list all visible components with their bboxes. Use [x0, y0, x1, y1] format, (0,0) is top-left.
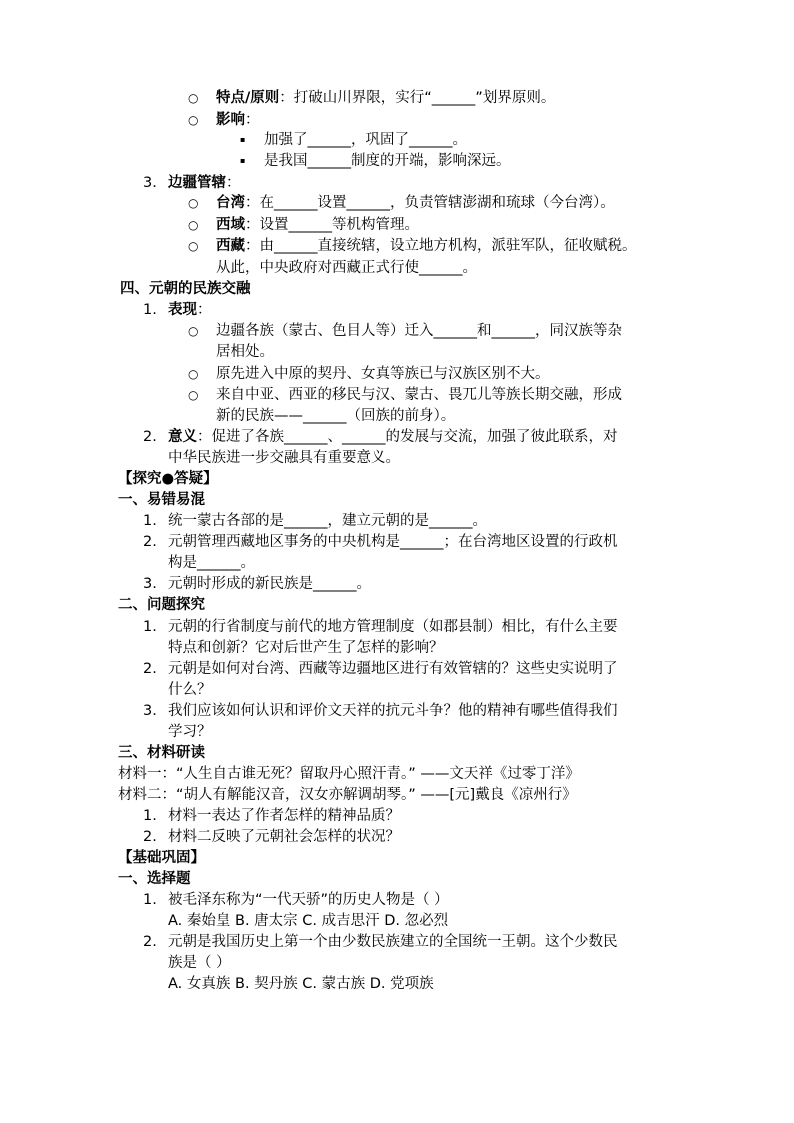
line-text: 我们应该如何认识和评价文天祥的抗元斗争？他的精神有哪些值得我们	[168, 703, 618, 719]
section-heading: 二、问题探究	[118, 597, 205, 613]
text-line	[168, 448, 400, 468]
text-line	[216, 342, 274, 362]
line-text: 来自中亚、西亚的移民与汉、蒙古、畏兀儿等族长期交融，形成	[216, 387, 622, 403]
term-label: 西域	[216, 217, 245, 233]
list-number: 2.	[143, 661, 157, 677]
text-line	[168, 659, 618, 679]
text-line	[216, 258, 477, 278]
term-label: 特点/原则	[216, 90, 280, 106]
line-text: 是我国______制度的开端，影响深远。	[264, 153, 511, 169]
line-text: 边疆各族（蒙古、色目人等）迁入______和______，同汉族等杂	[216, 323, 622, 339]
line-text: A. 女真族 B. 契丹族 C. 蒙古族 D. 党项族	[168, 976, 434, 992]
text-line	[264, 151, 511, 171]
text-line	[168, 722, 212, 742]
line-text: 元朝是我国历史上第一个由少数民族建立的全国统一王朝。这个少数民	[168, 934, 618, 950]
line-text: 元朝的行省制度与前代的地方管理制度（如郡县制）相比，有什么主要	[168, 619, 618, 635]
line-text: 新的民族——______（回族的前身）。	[216, 408, 456, 424]
line-text: 统一蒙古各部的是______，建立元朝的是______。	[168, 513, 487, 529]
term-label: 台湾	[216, 195, 245, 211]
text-line	[168, 300, 212, 320]
list-number: 3.	[143, 576, 157, 592]
text-line	[216, 236, 637, 256]
text-line	[168, 932, 618, 952]
line-text: 从此，中央政府对西藏正式行使______。	[216, 260, 477, 276]
term-label: 意义	[168, 429, 197, 445]
term-label: 边疆管辖	[168, 175, 226, 191]
text-line	[118, 764, 580, 784]
line-text: 什么？	[168, 682, 212, 698]
list-number: 1.	[143, 619, 157, 635]
line-text: ：设置______等机构管理。	[245, 217, 419, 233]
line-text: 元朝时形成的新民族是______。	[168, 576, 371, 592]
list-number: 2.	[143, 534, 157, 550]
circle-bullet-icon: ○	[188, 113, 199, 127]
text-line	[168, 680, 212, 700]
line-text: ：促进了各族______、______的发展与交流，加强了彼此联系，对	[197, 429, 618, 445]
list-number: 2.	[143, 934, 157, 950]
line-text: ：在______设置______，负责管辖澎湖和琉球（今台湾）。	[245, 195, 615, 211]
text-line	[168, 574, 371, 594]
square-bullet-icon: ▪	[240, 156, 246, 165]
list-number: 1.	[143, 513, 157, 529]
section-heading: 【探究●答疑】	[118, 471, 218, 487]
text-line	[168, 638, 444, 658]
list-number: 1.	[143, 892, 157, 908]
section-heading: 四、元朝的民族交融	[120, 281, 251, 297]
text-line	[216, 364, 550, 384]
line-text: 学习？	[168, 724, 212, 740]
text-line	[168, 553, 255, 573]
line-text: 元朝是如何对台湾、西藏等边疆地区进行有效管辖的？这些史实说明了	[168, 661, 618, 677]
circle-bullet-icon: ○	[188, 218, 199, 232]
list-number: 1.	[143, 302, 157, 318]
text-line	[168, 890, 449, 910]
line-text: 原先进入中原的契丹、女真等族已与汉族区别不大。	[216, 366, 550, 382]
line-text: ：打破山川界限，实行“______”划界原则。	[279, 90, 556, 106]
line-text: 材料一表达了作者怎样的精神品质？	[168, 808, 400, 824]
text-line	[168, 701, 618, 721]
line-text: ：	[226, 175, 241, 191]
text-line	[168, 511, 487, 531]
text-line	[168, 953, 231, 973]
list-number: 1.	[143, 808, 157, 824]
text-line	[118, 785, 577, 805]
text-line	[216, 385, 622, 405]
text-line	[264, 130, 467, 150]
text-line	[168, 427, 618, 447]
term-label: 西藏	[216, 238, 245, 254]
circle-bullet-icon: ○	[188, 324, 199, 338]
line-text: 材料二反映了元朝社会怎样的状况？	[168, 829, 400, 845]
text-line	[216, 88, 555, 108]
section-heading: 三、材料研读	[118, 745, 205, 761]
line-text: ：	[245, 112, 260, 128]
text-line	[168, 911, 448, 931]
circle-bullet-icon: ○	[188, 91, 199, 105]
term-label: 表现	[168, 302, 197, 318]
text-line	[168, 173, 241, 193]
line-text: 材料一：“人生自古谁无死？留取丹心照汗青。” ——文天祥《过零丁洋》	[118, 766, 580, 782]
text-line	[216, 110, 260, 130]
line-text: A. 秦始皇 B. 唐太宗 C. 成吉思汗 D. 忽必烈	[168, 913, 449, 929]
section-heading: 一、易错易混	[118, 492, 205, 508]
text-line	[168, 806, 400, 826]
square-bullet-icon: ▪	[240, 135, 246, 144]
text-line	[216, 215, 419, 235]
section-heading: 【基础巩固】	[118, 850, 205, 866]
text-line	[216, 406, 455, 426]
list-number: 3.	[143, 703, 157, 719]
line-text: 加强了______，巩固了______。	[264, 132, 467, 148]
line-text: ：	[197, 302, 212, 318]
line-text: ：由______直接统辖，设立地方机构，派驻军队，征收赋税。	[245, 238, 637, 254]
text-line	[168, 617, 618, 637]
circle-bullet-icon: ○	[188, 239, 199, 253]
text-line	[168, 827, 400, 847]
circle-bullet-icon: ○	[188, 367, 199, 381]
section-heading: 一、选择题	[118, 871, 191, 887]
term-label: 影响	[216, 112, 245, 128]
list-number: 2.	[143, 429, 157, 445]
line-text: 中华民族进一步交融具有重要意义。	[168, 450, 400, 466]
text-line	[168, 532, 618, 552]
circle-bullet-icon: ○	[188, 388, 199, 402]
line-text: 元朝管理西藏地区事务的中央机构是______；在台湾地区设置的行政机	[168, 534, 618, 550]
text-line	[216, 321, 622, 341]
list-number: 3.	[143, 175, 157, 191]
text-line	[168, 974, 434, 994]
list-number: 2.	[143, 829, 157, 845]
line-text: 被毛泽东称为“一代天骄”的历史人物是（ ）	[168, 892, 449, 908]
line-text: 构是______。	[168, 555, 255, 571]
line-text: 材料二：“胡人有解能汉音，汉女亦解调胡琴。” ——[元]戴良《凉州行》	[118, 787, 577, 803]
line-text: 居相处。	[216, 344, 274, 360]
text-line	[216, 193, 615, 213]
line-text: 特点和创新？它对后世产生了怎样的影响？	[168, 640, 444, 656]
line-text: 族是（ ）	[168, 955, 231, 971]
circle-bullet-icon: ○	[188, 196, 199, 210]
